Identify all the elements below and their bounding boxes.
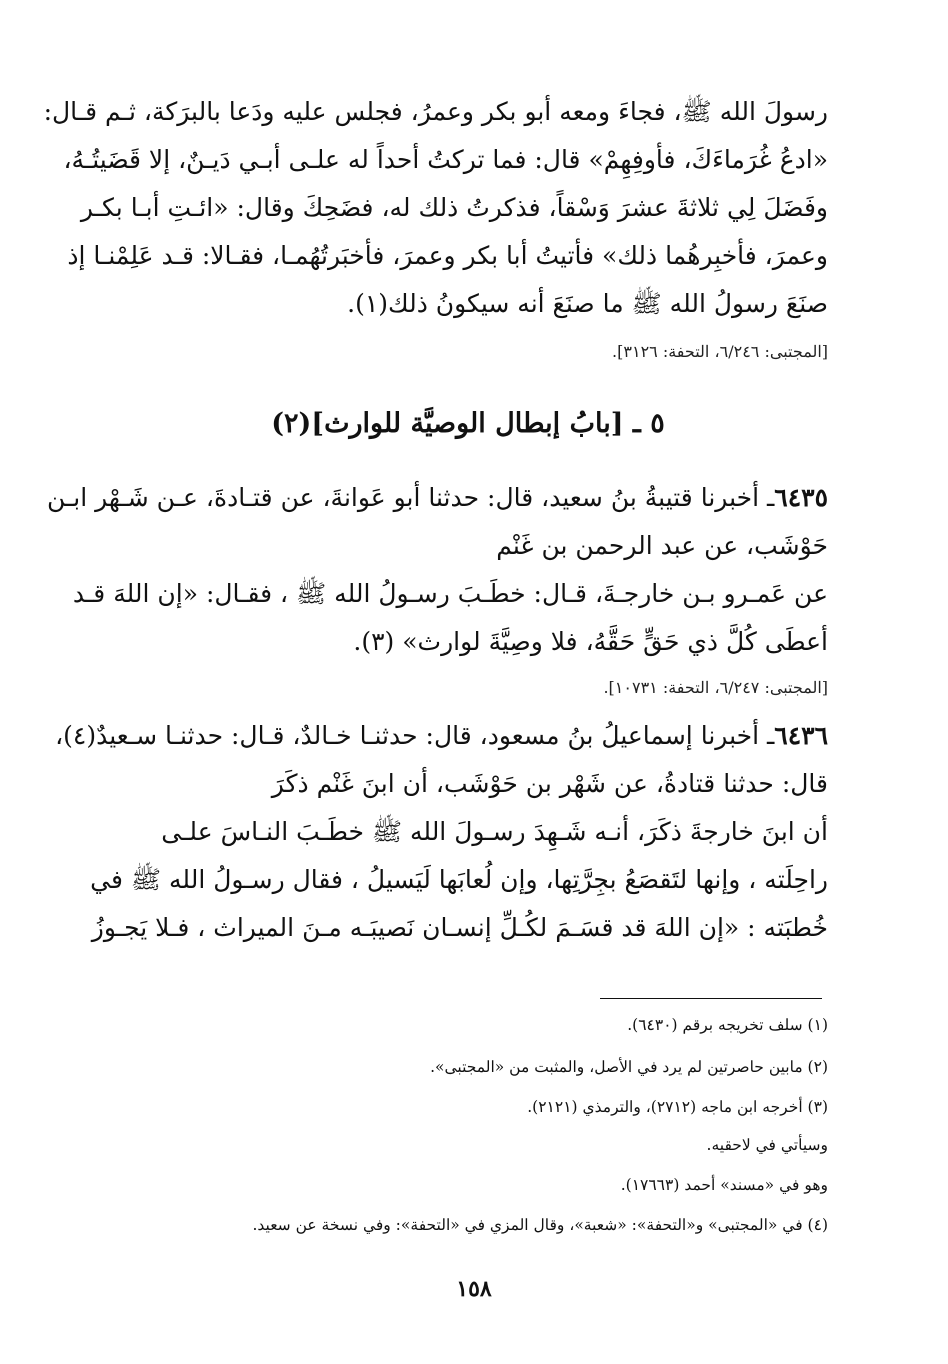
text-line: صنَعَ رسولُ الله ﷺ ما صنَعَ أنه سيكونُ ذلك(١). xyxy=(347,289,828,318)
text-line: رسولَ الله ﷺ، فجاءَ ومعه أبو بكر وعمرُ، فجلس عليه ودَعا بالبرَكة، ثـم قـال: xyxy=(43,97,828,126)
section-heading: ٥ ـ [بابُ إبطال الوصيَّة للوارث](٢) xyxy=(271,408,665,439)
text-line: وفَضَلَ لِي ثلاثةَ عشرَ وَسْقاً، فذكرتُ ذلك له، فضَحِكَ وقال: «ائـتِ أبـا بكـر xyxy=(80,193,828,222)
text-line: وعمرَ، فأخبِرهُما ذلك» فأتيتُ أبا بكر وعمرَ، فأخبَرتُهُمـا، فقـالا: قـد عَلِمْنـا إذ xyxy=(67,241,828,270)
text-line xyxy=(55,712,828,760)
footnote: (٤) في «المجتبى» و«التحفة»: «شعبة»، وقال المزي في «التحفة»: وفي نسخة عن سعيد. xyxy=(252,1216,828,1234)
hadith-continuation xyxy=(43,88,828,328)
text-line: أن ابنَ خارجةَ ذكَرَ، أنـه شَـهِدَ رسـولَ الله ﷺ خطَـبَ النـاسَ علـى xyxy=(161,817,828,846)
footnote: وسيأتي في لاحقيه. xyxy=(706,1136,828,1154)
footnote: (١) سلف تخريجه برقم (٦٤٣٠). xyxy=(627,1016,828,1034)
text-line: خُطبَته : «إن اللهَ قد قسَـمَ لكُـلِّ إنسـان نَصيبَـه مـنَ الميراث ، فـلا يَجـوزُ xyxy=(91,913,828,942)
isnad-text: ـ أخبرنا إسماعيلُ بنُ مسعود، قال: حدثنـا خـالدٌ، قـال: حدثنـا سـعيدٌ(٤)، xyxy=(55,721,775,750)
footnote: (٢) مابين حاصرتين لم يرد في الأصل، والمثبت من «المجتبى». xyxy=(430,1058,828,1076)
reference-note: [المجتبى: ٦/٢٤٦، التحفة: ٣١٢٦]. xyxy=(612,342,828,361)
text-line: راحِلَته ، وإنها لتَقصَعُ بجِرَّتِها، وإن لُعابَها لَيَسيلُ ، فقال رسـولُ الله ﷺ في xyxy=(90,865,828,894)
text-line xyxy=(46,474,828,522)
text-line: «ادعُ غُرَماءَكَ، فأوفِهِمْ» قال: فما تركتُ أحداً له علـى أبـي دَيـنٌ، إلا قَضَيتُـهُ، xyxy=(63,145,828,174)
reference-note: [المجتبى: ٦/٢٤٧، التحفة: ١٠٧٣١]. xyxy=(603,678,828,697)
text-line: حَوْشَب، عن عبد الرحمن بن غَنْم xyxy=(496,531,828,560)
isnad-text: ـ أخبرنا قتيبةُ بنُ سعيد، قال: حدثنا أبو عَوانةَ، عن قتـادةَ، عـن شَـهْر ابـن xyxy=(46,483,775,512)
text-line: أعطَى كُلَّ ذي حَقٍّ حَقَّهُ، فلا وصِيَّةَ لوارث» (٣). xyxy=(353,627,828,656)
text-line: قال: حدثنا قتادةُ، عن شَهْر بن حَوْشَب، أن ابنَ غَنْم ذكَرَ xyxy=(271,769,828,798)
page-number: ١٥٨ xyxy=(456,1276,492,1302)
hadith-6436 xyxy=(55,712,828,952)
hadith-number: ٦٤٣٥ xyxy=(774,483,828,512)
footnote-divider xyxy=(600,998,822,999)
footnote: وهو في «مسند» أحمد (١٧٦٦٣). xyxy=(620,1176,828,1194)
hadith-6435 xyxy=(46,474,828,666)
hadith-number: ٦٤٣٦ xyxy=(774,721,828,750)
text-line: عن عَمـرو بـن خارجـةَ، قـال: خطَـبَ رسـولُ الله ﷺ ، فقـال: «إن اللهَ قـد xyxy=(72,579,828,608)
footnote: (٣) أخرجه ابن ماجه (٢٧١٢)، والترمذي (٢١٢١). xyxy=(527,1098,828,1116)
